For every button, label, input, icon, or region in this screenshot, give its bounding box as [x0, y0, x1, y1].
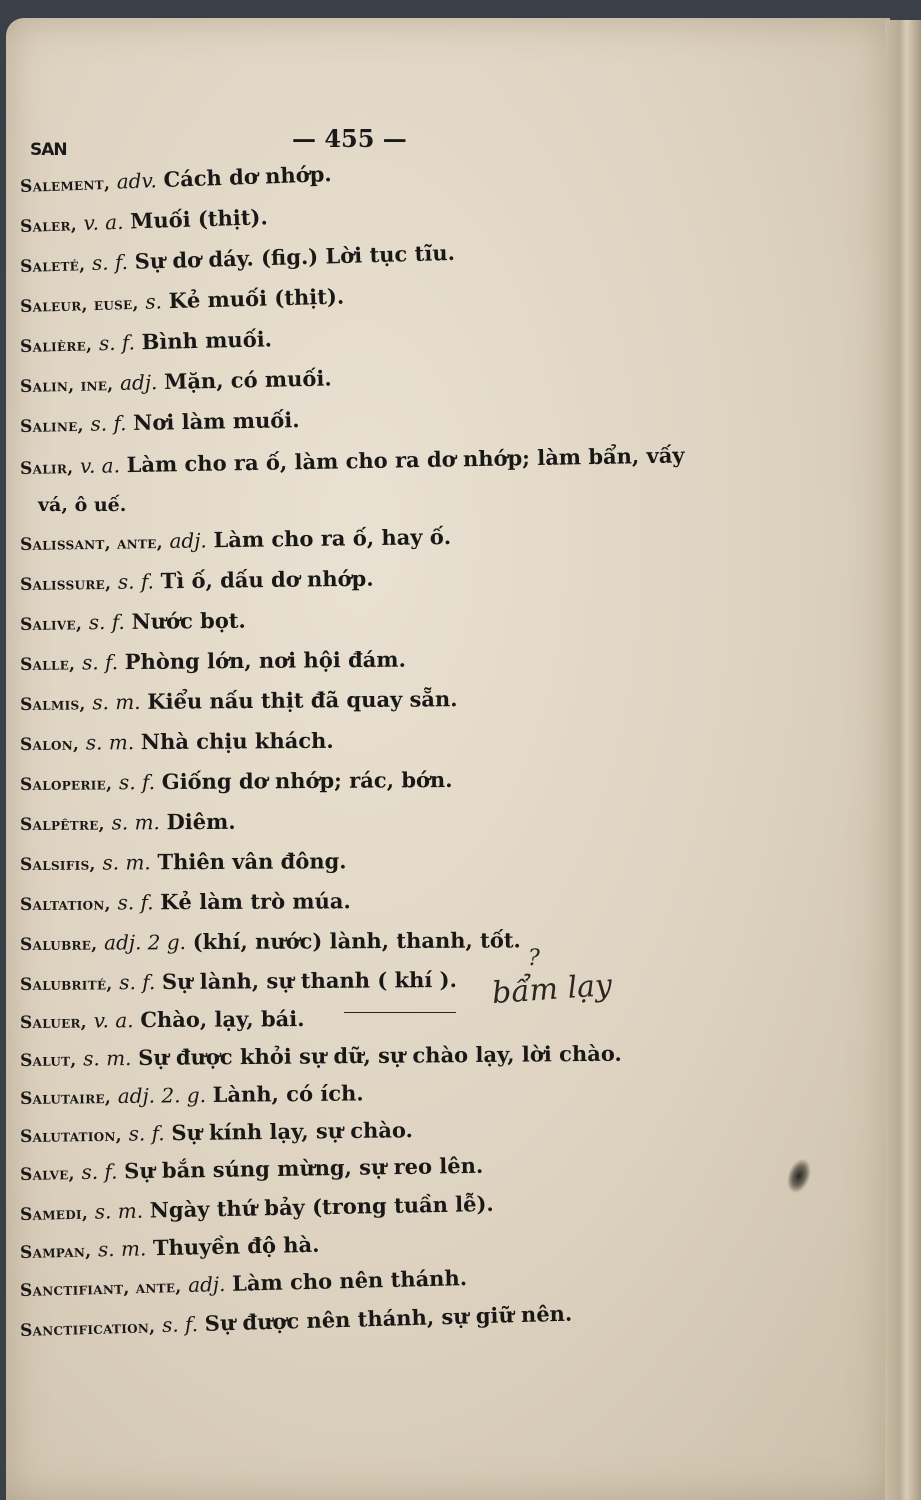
entry-definition: Lành, có ích.: [212, 1080, 364, 1107]
dictionary-entry: [20, 765, 710, 795]
dictionary-entry: [20, 1003, 710, 1033]
dictionary-entry: [20, 926, 710, 955]
entry-headword: Salir,: [19, 458, 74, 479]
entry-definition: Diêm.: [166, 808, 236, 835]
entry-definition: Cách dơ nhớp.: [162, 161, 332, 192]
entry-definition: Làm cho ra ố, hay ố.: [213, 523, 452, 553]
entry-definition: Sự kính lạy, sự chào.: [171, 1117, 414, 1146]
entry-definition: Nơi làm muối.: [132, 407, 300, 436]
entry-headword: Salissure,: [19, 573, 112, 595]
entry-grammar: v. a.: [83, 209, 124, 235]
entry-grammar: s. m.: [97, 1236, 147, 1262]
entry-headword: Saler,: [19, 215, 78, 237]
entry-grammar: s. f.: [119, 970, 156, 995]
entry-grammar: s. f.: [161, 1312, 199, 1338]
entry-grammar: s. f.: [91, 249, 129, 275]
entry-definition: Thuyền độ hà.: [152, 1231, 320, 1261]
dictionary-entry: [20, 846, 710, 875]
entry-headword: Saleté,: [19, 255, 86, 277]
dictionary-entry: [20, 725, 710, 755]
entry-grammar: s. f.: [98, 330, 136, 356]
running-head: SAN: [30, 140, 67, 160]
entry-grammar: s. f.: [81, 1159, 118, 1185]
entry-definition: Mặn, có muối.: [163, 365, 332, 394]
entry-grammar: adj.: [187, 1271, 226, 1297]
entry-grammar: adj. 2. g.: [117, 1083, 207, 1108]
entry-grammar: adv.: [116, 168, 158, 194]
entry-headword: Salon,: [19, 734, 80, 755]
entry-definition: Kiểu nấu thịt đã quay sẵn.: [147, 686, 458, 714]
entry-headword: Salement,: [19, 173, 111, 197]
entry-grammar: s. m.: [94, 1198, 144, 1224]
entry-headword: Samedi,: [19, 1203, 89, 1225]
entry-definition: Sự bắn súng mừng, sự reo lên.: [123, 1152, 484, 1184]
entry-headword: Salle,: [19, 654, 76, 675]
entry-headword: Sampan,: [19, 1241, 92, 1263]
entry-definition: Nhà chịu khách.: [140, 727, 334, 755]
entry-grammar: adj.: [119, 370, 158, 395]
entry-grammar: s.: [145, 289, 163, 314]
entry-definition: Kẻ muối (thịt).: [168, 283, 345, 314]
entry-definition: Sự dơ dáy. (fig.) Lời tục tĩu.: [134, 239, 456, 274]
dictionary-entry: [20, 806, 710, 835]
entry-grammar: v. a.: [79, 453, 121, 478]
entry-grammar: s. m.: [92, 689, 141, 715]
entry-definition: Tì ố, dấu dơ nhớp.: [160, 565, 374, 594]
entry-headword: Saline,: [19, 415, 84, 437]
entry-grammar: s. m.: [85, 730, 135, 755]
entry-headword: Saluer,: [19, 1012, 88, 1033]
dictionary-entry: [20, 886, 710, 915]
entry-grammar: s. f.: [118, 770, 156, 795]
entry-headword: Salissant, ante,: [19, 533, 163, 555]
entry-definition: Sự lành, sự thanh ( khí ).: [161, 966, 457, 995]
handwritten-line: [344, 1012, 456, 1013]
page-number: — 455 —: [292, 124, 407, 153]
entry-headword: Salive,: [19, 614, 83, 635]
entry-headword: Salpêtre,: [19, 814, 105, 835]
entry-headword: Salière,: [19, 335, 93, 357]
entry-grammar: s. f.: [88, 609, 125, 635]
entry-grammar: s. f.: [90, 411, 127, 436]
entry-grammar: s. m.: [83, 1046, 132, 1071]
entry-definition: Kẻ làm trò múa.: [160, 888, 351, 915]
entry-headword: Salut,: [19, 1050, 77, 1071]
entry-definition: Làm cho ra ố, làm cho ra dơ nhớp; làm bẩn, vấy: [126, 442, 685, 478]
entry-headword: Saleur, euse,: [19, 293, 139, 317]
entry-definition: Làm cho nên thánh.: [231, 1265, 468, 1296]
entry-grammar: v. a.: [93, 1008, 134, 1033]
entry-definition: Giống dơ nhớp; rác, bớn.: [161, 766, 453, 795]
entry-headword: Salsifis,: [19, 854, 96, 875]
page-edge: [885, 20, 921, 1500]
entry-grammar: s. f.: [81, 650, 119, 675]
entry-headword: Salubre,: [19, 934, 98, 955]
entry-definition: Chào, lạy, bái.: [140, 1006, 305, 1033]
entry-headword: Salin, ine,: [19, 375, 114, 397]
entry-definition: Nước bọt.: [131, 607, 246, 634]
entry-grammar: adj. 2 g.: [104, 930, 187, 955]
entry-headword: Salubrité,: [19, 974, 113, 995]
entry-definition: (khí, nước) lành, thanh, tốt.: [192, 927, 521, 955]
entry-continuation: vá, ô uế.: [38, 494, 127, 516]
handwritten-query-mark: ?: [528, 946, 540, 971]
entry-grammar: s. m.: [102, 850, 151, 875]
entry-grammar: s. f.: [128, 1121, 165, 1146]
entry-definition: Sự được nên thánh, sự giữ nên.: [204, 1300, 573, 1336]
entry-headword: Salutaire,: [19, 1088, 112, 1109]
entry-headword: Saltation,: [19, 894, 111, 915]
entry-definition: Ngày thứ bảy (trong tuần lễ).: [149, 1190, 494, 1223]
entry-definition: Muối (thịt).: [129, 204, 269, 234]
entry-headword: Salutation,: [19, 1125, 123, 1147]
entry-definition: Sự được khỏi sự dữ, sự chào lạy, lời chào.: [138, 1040, 622, 1070]
entry-headword: Salve,: [19, 1164, 75, 1185]
entry-headword: Salmis,: [19, 694, 86, 715]
entry-headword: Saloperie,: [19, 774, 113, 795]
entry-definition: Phòng lớn, nơi hội đám.: [124, 646, 406, 675]
entry-headword: Sanctification,: [19, 1317, 156, 1341]
handwritten-margin-note: bẩm lạy: [490, 967, 614, 1012]
entry-definition: Bình muối.: [141, 326, 273, 355]
entry-definition: Thiên vân đông.: [157, 848, 347, 875]
entry-grammar: s. m.: [111, 810, 160, 835]
entry-grammar: s. f.: [117, 890, 154, 915]
entry-grammar: s. f.: [117, 569, 155, 594]
entry-grammar: adj.: [169, 528, 207, 553]
entry-headword: Sanctifiant, ante,: [19, 1277, 182, 1301]
